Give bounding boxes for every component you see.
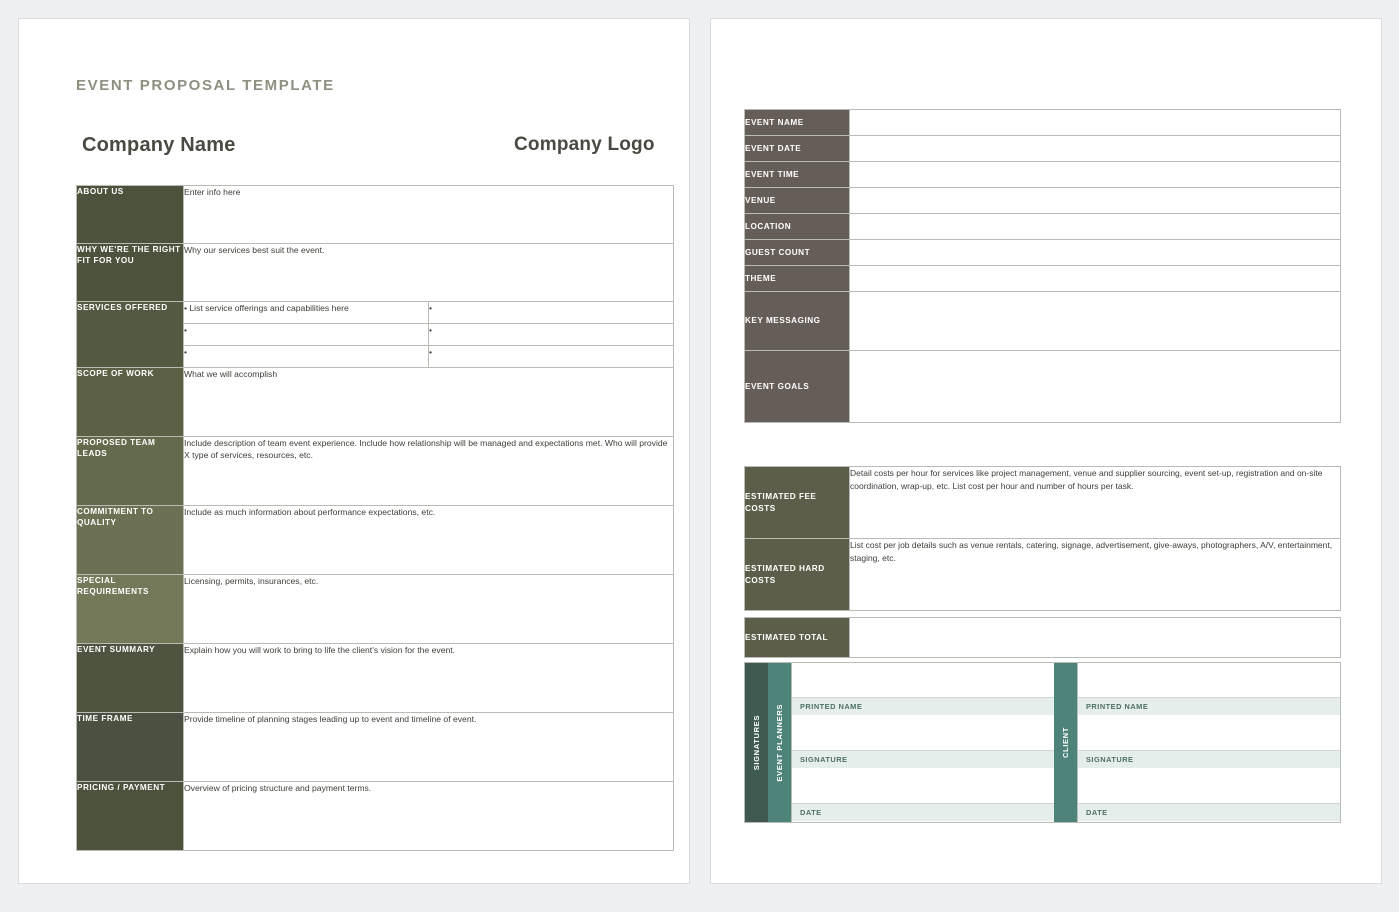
table-row: [745, 188, 1341, 214]
planner-name-blank[interactable]: [792, 663, 1054, 698]
row-value-proposed-team-leads[interactable]: Include description of team event experience. Include how relationship will be managed and expectations met. Who will provide X type of services, resources, etc.: [184, 437, 674, 506]
table-row: [745, 618, 1341, 658]
client-label: [1054, 663, 1077, 822]
table-row: [745, 539, 1341, 611]
field-label-venue: VENUE: [745, 188, 850, 214]
client-printed-name-label: PRINTED NAME: [1078, 698, 1340, 716]
page-right: [710, 18, 1382, 884]
row-label-right-fit: WHY WE'RE THE RIGHT FIT FOR YOU: [77, 244, 184, 302]
event-planners-label-text: EVENT PLANNERS: [775, 703, 784, 782]
services-bullet-4[interactable]: •: [429, 324, 674, 346]
client-signature-label: SIGNATURE: [1078, 751, 1340, 769]
field-value-event-date[interactable]: [850, 136, 1341, 162]
row-label-event-summary: EVENT SUMMARY: [77, 644, 184, 713]
field-label-estimated-hard-costs: ESTIMATED HARD COSTS: [745, 539, 850, 611]
field-value-estimated-total[interactable]: [850, 618, 1341, 658]
table-row: [77, 575, 674, 644]
row-label-scope-of-work: SCOPE OF WORK: [77, 368, 184, 437]
row-label-special-requirements: SPECIAL REQUIREMENTS: [77, 575, 184, 644]
services-bullet-2[interactable]: •: [429, 302, 674, 324]
row-value-scope-of-work[interactable]: What we will accomplish: [184, 368, 674, 437]
row-label-services-offered: SERVICES OFFERED: [77, 302, 184, 368]
estimated-total-table: [744, 617, 1341, 658]
planner-signature-blank[interactable]: [792, 716, 1054, 751]
field-label-key-messaging: KEY MESSAGING: [745, 292, 850, 351]
planner-signature-label: SIGNATURE: [792, 751, 1054, 769]
row-value-commitment-to-quality[interactable]: Include as much information about performance expectations, etc.: [184, 506, 674, 575]
row-label-about-us: ABOUT US: [77, 186, 184, 244]
table-row: [745, 162, 1341, 188]
event-details-table: [744, 109, 1341, 423]
client-signature-blank[interactable]: [1078, 716, 1340, 751]
row-label-pricing-payment: PRICING / PAYMENT: [77, 782, 184, 851]
field-label-theme: THEME: [745, 266, 850, 292]
field-label-event-date: EVENT DATE: [745, 136, 850, 162]
field-value-key-messaging[interactable]: [850, 292, 1341, 351]
estimated-costs-table: [744, 466, 1341, 611]
table-row: [745, 240, 1341, 266]
company-logo: Company Logo: [514, 134, 655, 155]
proposal-table: [76, 185, 674, 851]
row-value-special-requirements[interactable]: Licensing, permits, insurances, etc.: [184, 575, 674, 644]
company-name: Company Name: [82, 134, 236, 156]
page-left: [18, 18, 690, 884]
client-name-blank[interactable]: [1078, 663, 1340, 698]
table-row: [77, 244, 674, 302]
table-row: [77, 506, 674, 575]
table-row: [77, 437, 674, 506]
table-row: [745, 292, 1341, 351]
row-label-commitment-to-quality: COMMITMENT TO QUALITY: [77, 506, 184, 575]
table-row: [77, 713, 674, 782]
row-value-about-us[interactable]: Enter info here: [184, 186, 674, 244]
client-signature-column: [1077, 663, 1340, 822]
services-bullet-6[interactable]: •: [429, 346, 674, 368]
field-label-estimated-fee-costs: ESTIMATED FEE COSTS: [745, 467, 850, 539]
table-row: [745, 110, 1341, 136]
table-row: [77, 368, 674, 437]
field-label-event-name: EVENT NAME: [745, 110, 850, 136]
services-bullet-3[interactable]: •: [184, 324, 429, 346]
services-bullet-1[interactable]: • List service offerings and capabilities here: [184, 302, 429, 324]
client-label-text: CLIENT: [1061, 726, 1070, 759]
signature-block: [744, 662, 1341, 823]
table-row: [745, 351, 1341, 423]
row-label-time-frame: TIME FRAME: [77, 713, 184, 782]
table-row: [745, 136, 1341, 162]
table-row: [77, 644, 674, 713]
services-bullet-5[interactable]: •: [184, 346, 429, 368]
field-label-estimated-total: ESTIMATED TOTAL: [745, 618, 850, 658]
row-value-right-fit[interactable]: Why our services best suit the event.: [184, 244, 674, 302]
planner-printed-name-label: PRINTED NAME: [792, 698, 1054, 716]
planner-date-blank[interactable]: [792, 769, 1054, 804]
field-value-event-goals[interactable]: [850, 351, 1341, 423]
planner-date-label: DATE: [792, 804, 1054, 822]
table-row: [77, 302, 674, 324]
client-date-label: DATE: [1078, 804, 1340, 822]
event-planners-label: [768, 663, 791, 822]
page-title: EVENT PROPOSAL TEMPLATE: [76, 77, 335, 94]
table-row: [745, 266, 1341, 292]
field-value-event-name[interactable]: [850, 110, 1341, 136]
field-value-event-time[interactable]: [850, 162, 1341, 188]
table-row: [77, 782, 674, 851]
field-value-estimated-fee-costs[interactable]: Detail costs per hour for services like project management, venue and supplier sourcing, event set-up, registration and on-site coordination, wrap-up, etc. List cost per hour and number of hours per task.: [850, 467, 1341, 539]
signatures-section-label: [745, 663, 768, 822]
field-value-venue[interactable]: [850, 188, 1341, 214]
event-planners-signature-column: [791, 663, 1054, 822]
field-label-event-time: EVENT TIME: [745, 162, 850, 188]
table-row: [745, 467, 1341, 539]
row-label-proposed-team-leads: PROPOSED TEAM LEADS: [77, 437, 184, 506]
field-value-theme[interactable]: [850, 266, 1341, 292]
table-row: [77, 186, 674, 244]
signatures-section-label-text: SIGNATURES: [752, 714, 761, 771]
field-value-estimated-hard-costs[interactable]: List cost per job details such as venue rentals, catering, signage, advertisement, give-aways, photographers, A/V, entertainment, staging, etc.: [850, 539, 1341, 611]
row-value-event-summary[interactable]: Explain how you will work to bring to life the client's vision for the event.: [184, 644, 674, 713]
table-row: [745, 214, 1341, 240]
field-value-location[interactable]: [850, 214, 1341, 240]
field-label-location: LOCATION: [745, 214, 850, 240]
field-value-guest-count[interactable]: [850, 240, 1341, 266]
row-value-time-frame[interactable]: Provide timeline of planning stages leading up to event and timeline of event.: [184, 713, 674, 782]
row-value-pricing-payment[interactable]: Overview of pricing structure and payment terms.: [184, 782, 674, 851]
client-date-blank[interactable]: [1078, 769, 1340, 804]
field-label-guest-count: GUEST COUNT: [745, 240, 850, 266]
field-label-event-goals: EVENT GOALS: [745, 351, 850, 423]
